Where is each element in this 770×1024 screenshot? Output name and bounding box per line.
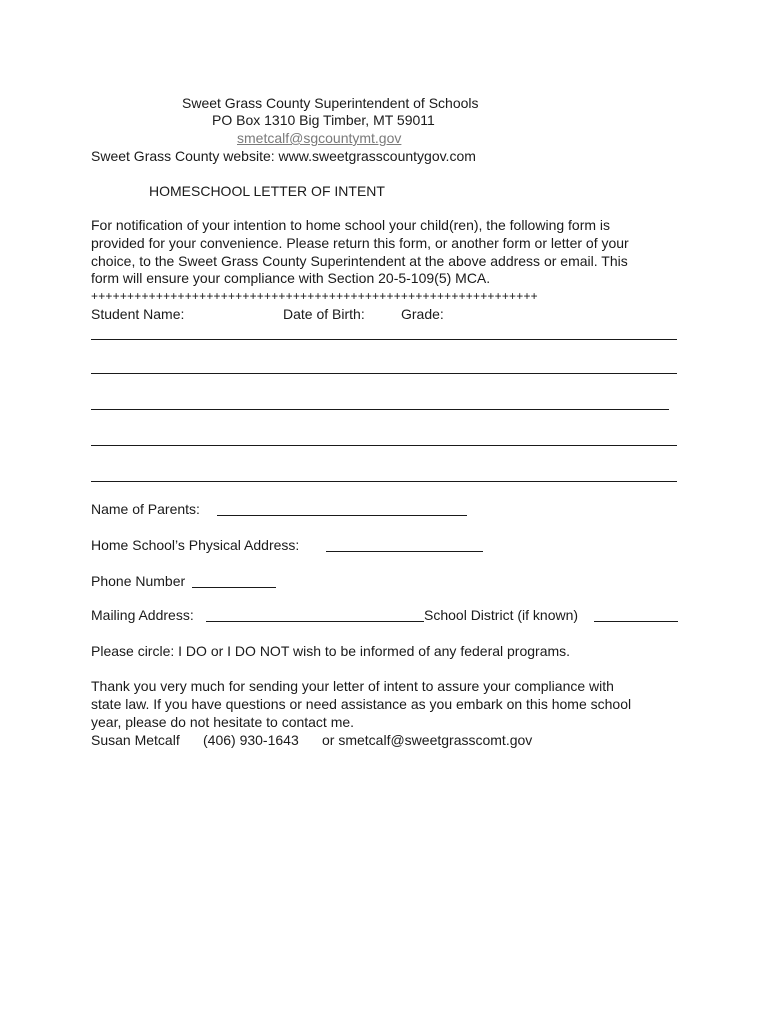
plus-separator: ++++++++++++++++++++++++++++++++++++++++++++++++++++++++++++++ xyxy=(91,289,538,303)
contact-email: or smetcalf@sweetgrasscomt.gov xyxy=(322,732,533,748)
contact-phone: (406) 930-1643 xyxy=(203,732,299,748)
student-entry-line-4[interactable] xyxy=(91,445,677,446)
parents-label: Name of Parents: xyxy=(91,501,200,517)
date-of-birth-label: Date of Birth: xyxy=(283,306,365,322)
mailing-address-field-line[interactable] xyxy=(206,621,424,622)
student-entry-line-5[interactable] xyxy=(91,481,677,482)
closing-line-2: state law. If you have questions or need assistance as you embark on this home school xyxy=(91,696,632,712)
intro-line-1: For notification of your intention to home school your child(ren), the following form is xyxy=(91,217,611,233)
closing-line-3: year, please do not hesitate to contact me. xyxy=(91,714,355,730)
contact-name: Susan Metcalf xyxy=(91,732,180,748)
header-line-2: PO Box 1310 Big Timber, MT 59011 xyxy=(212,112,435,128)
mailing-address-label: Mailing Address: xyxy=(91,607,194,623)
student-entry-line-2[interactable] xyxy=(91,373,677,374)
header-line-1: Sweet Grass County Superintendent of Schools xyxy=(182,95,479,111)
header-website: Sweet Grass County website: www.sweetgrasscountygov.com xyxy=(91,148,476,164)
physical-address-field-line[interactable] xyxy=(326,551,483,552)
physical-address-label: Home School’s Physical Address: xyxy=(91,537,300,553)
school-district-field-line[interactable] xyxy=(594,621,678,622)
intro-line-2: provided for your convenience. Please return this form, or another form or letter of your xyxy=(91,235,629,251)
intro-line-3: choice, to the Sweet Grass County Superintendent at the above address or email. This xyxy=(91,253,628,269)
grade-label: Grade: xyxy=(401,306,444,322)
page-title: HOMESCHOOL LETTER OF INTENT xyxy=(149,183,385,199)
parents-field-line[interactable] xyxy=(217,515,467,516)
header-email-link[interactable]: smetcalf@sgcountymt.gov xyxy=(237,130,402,146)
student-name-label: Student Name: xyxy=(91,306,185,322)
phone-number-field-line[interactable] xyxy=(192,587,276,588)
intro-line-4: form will ensure your compliance with Section 20-5-109(5) MCA. xyxy=(91,270,491,286)
federal-programs-circle-text: Please circle: I DO or I DO NOT wish to be informed of any federal programs. xyxy=(91,643,571,659)
phone-number-label: Phone Number xyxy=(91,573,186,589)
student-entry-line-3[interactable] xyxy=(91,409,669,410)
closing-line-1: Thank you very much for sending your letter of intent to assure your compliance with xyxy=(91,678,614,694)
student-entry-line-1[interactable] xyxy=(91,339,677,340)
school-district-label: School District (if known) xyxy=(424,607,579,623)
